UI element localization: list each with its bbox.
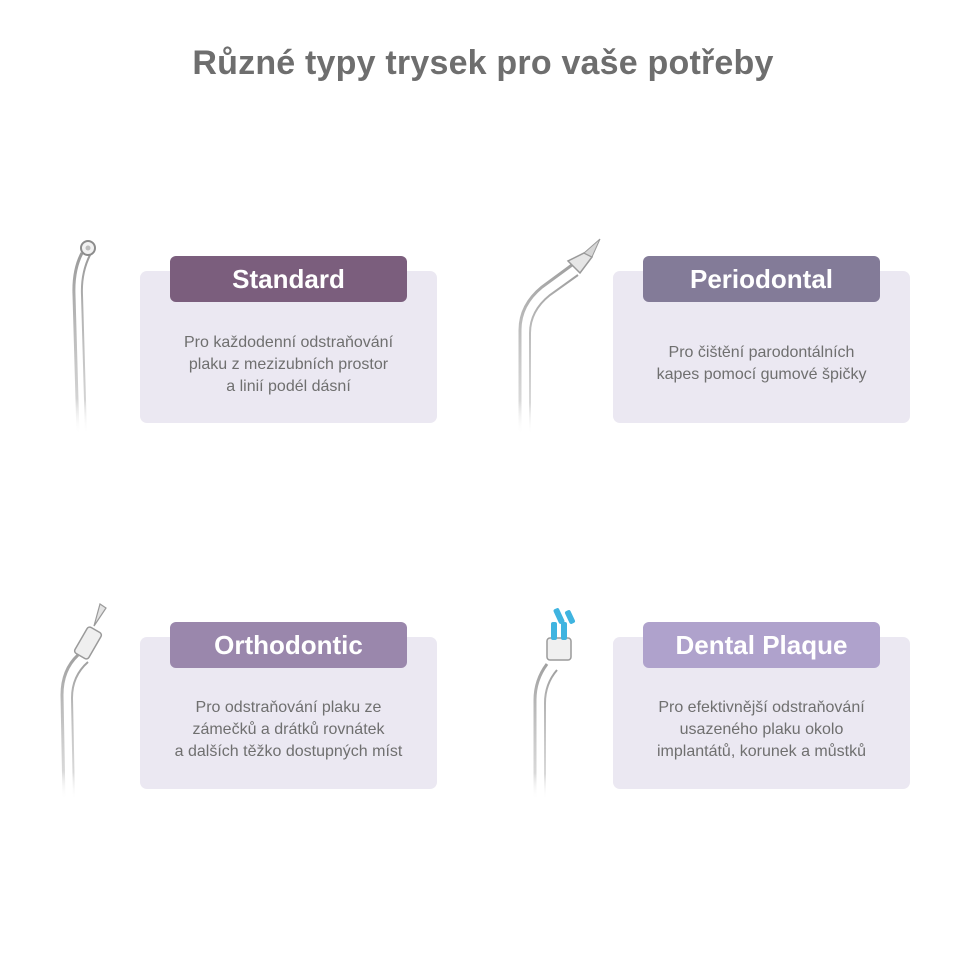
card-description-orthodontic bbox=[152, 697, 425, 763]
card-label-dental-plaque: Dental Plaque bbox=[643, 622, 880, 668]
card-label-orthodontic: Orthodontic bbox=[170, 622, 407, 668]
description-line: a dalších těžko dostupných míst bbox=[174, 743, 403, 760]
standard-nozzle-icon bbox=[40, 235, 130, 435]
card-description-standard bbox=[152, 332, 425, 398]
description-line: Pro každodenní odstraňování bbox=[183, 334, 394, 351]
description-line: implantátů, korunek a můstků bbox=[657, 743, 866, 760]
description-line: Pro odstraňování plaku ze bbox=[195, 699, 382, 716]
description-line: usazeného plaku okolo bbox=[679, 721, 844, 738]
description-line: zámečků a drátků rovnátek bbox=[192, 721, 385, 738]
description-line: a linií podél dásní bbox=[226, 378, 351, 395]
description-line: Pro čištění parodontálních bbox=[668, 344, 855, 361]
description-line: plaku z mezizubních prostor bbox=[188, 356, 389, 373]
description-line: Pro efektivnější odstraňování bbox=[658, 699, 865, 716]
nozzle-card-periodontal bbox=[613, 263, 910, 423]
description-line: kapes pomocí gumové špičky bbox=[656, 366, 867, 383]
card-label-periodontal: Periodontal bbox=[643, 256, 880, 302]
card-description-periodontal bbox=[625, 342, 898, 386]
page-title: Různé typy trysek pro vaše potřeby bbox=[192, 44, 774, 82]
nozzle-card-dental-plaque bbox=[613, 629, 910, 789]
dental-plaque-nozzle-icon bbox=[515, 600, 605, 800]
card-label-standard: Standard bbox=[170, 256, 407, 302]
orthodontic-nozzle-icon bbox=[40, 600, 130, 800]
nozzle-card-standard bbox=[140, 263, 437, 423]
nozzle-card-orthodontic bbox=[140, 629, 437, 789]
periodontal-nozzle-icon bbox=[512, 235, 602, 435]
card-description-dental-plaque bbox=[625, 697, 898, 763]
